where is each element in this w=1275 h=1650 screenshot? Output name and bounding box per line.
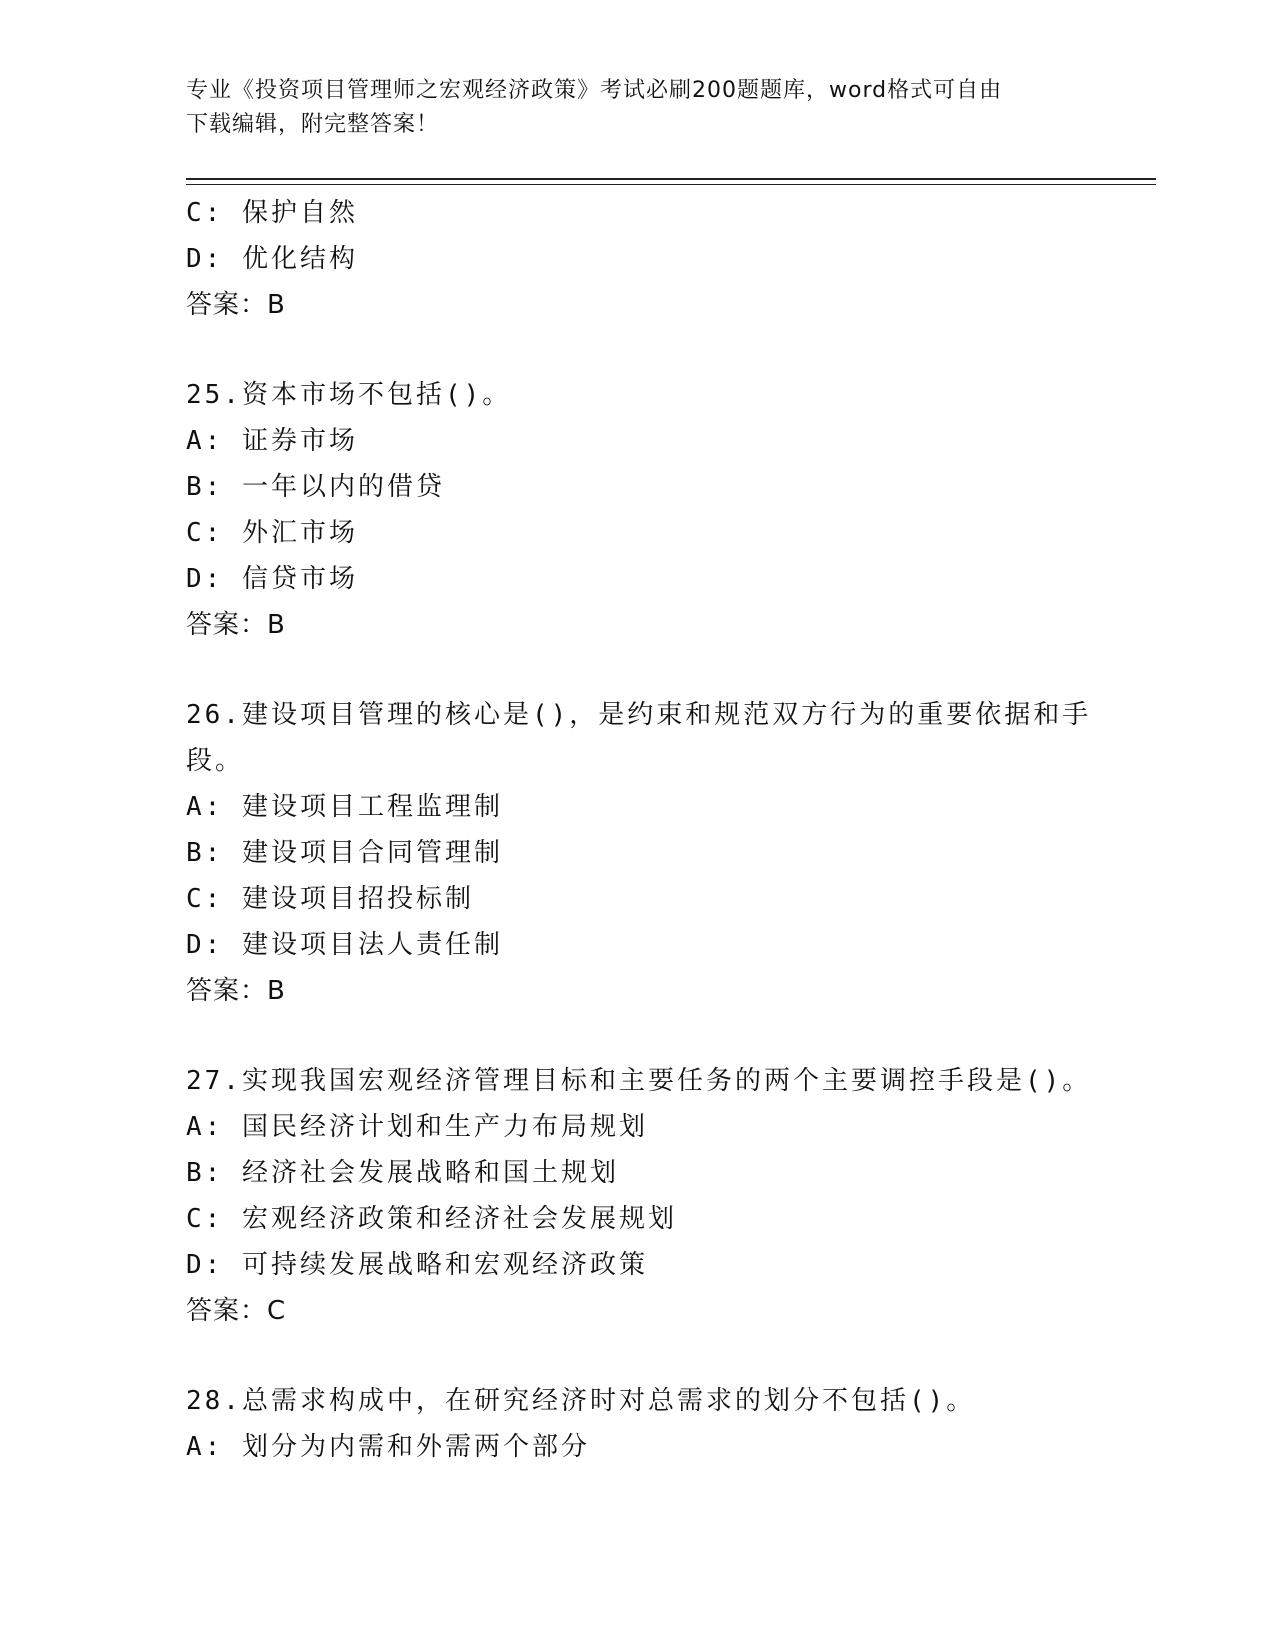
question-list [186,190,1092,1470]
option-d: D: 信贷市场 [186,564,358,594]
spacer [186,648,1086,692]
question-block-prev [186,190,1086,328]
option-a: A: 划分为内需和外需两个部分 [186,1432,590,1462]
option-b: B: 一年以内的借贷 [186,472,445,502]
question-stem-line-1: 26.建设项目管理的核心是()，是约束和规范双方行为的重要依据和手 [186,700,1092,730]
option-a: A: 国民经济计划和生产力布局规划 [186,1112,648,1142]
question-stem-line-2: 段。 [186,746,245,776]
header-line-2: 下载编辑，附完整答案！ [186,112,440,137]
option-a: A: 建设项目工程监理制 [186,792,503,822]
question-stem: 28.总需求构成中，在研究经济时对总需求的划分不包括()。 [186,1386,976,1416]
option-d: D: 建设项目法人责任制 [186,930,503,960]
question-block-26 [186,692,1092,1014]
answer-line: 答案：B [186,290,286,320]
question-block-28 [186,1378,1086,1470]
option-a: A: 证券市场 [186,426,358,456]
question-stem: 25.资本市场不包括()。 [186,380,512,410]
option-c: C: 外汇市场 [186,518,358,548]
spacer [186,1334,1086,1378]
spacer [186,1014,1086,1058]
question-stem: 27.实现我国宏观经济管理目标和主要任务的两个主要调控手段是()。 [186,1066,1092,1096]
answer-line: 答案：C [186,1296,287,1326]
answer-line: 答案：B [186,976,286,1006]
header-rule-thick [186,178,1156,180]
answer-line: 答案：B [186,610,286,640]
option-c: C: 建设项目招投标制 [186,884,474,914]
question-block-25 [186,372,1086,648]
spacer [186,328,1086,372]
header-line-1: 专业《投资项目管理师之宏观经济政策》考试必刷200题题库，word格式可自由 [186,78,1003,103]
option-c: C: 保护自然 [186,198,358,228]
option-d: D: 优化结构 [186,244,358,274]
option-c: C: 宏观经济政策和经济社会发展规划 [186,1204,677,1234]
option-b: B: 建设项目合同管理制 [186,838,503,868]
option-b: B: 经济社会发展战略和国土规划 [186,1158,619,1188]
question-block-27 [186,1058,1092,1334]
document-header [186,74,1066,142]
option-d: D: 可持续发展战略和宏观经济政策 [186,1250,648,1280]
header-rule-thin [186,184,1156,185]
